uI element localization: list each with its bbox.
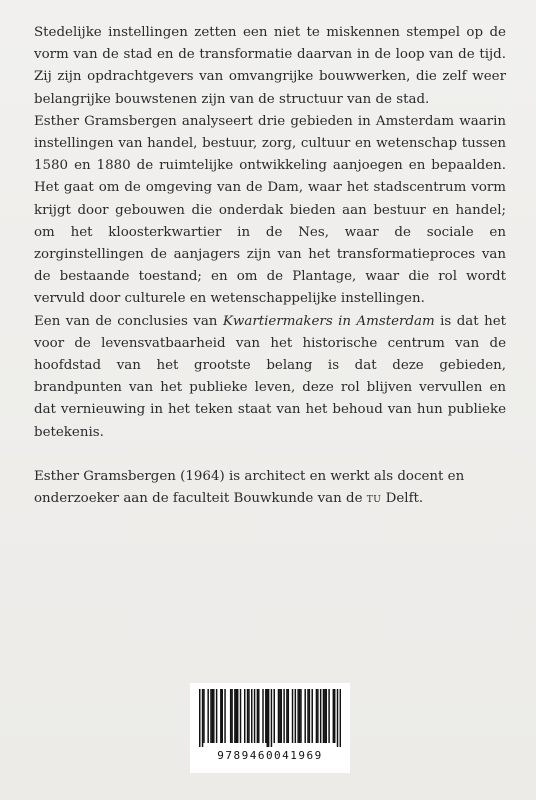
barcode-bar: [317, 689, 318, 743]
barcode-bar: [247, 689, 248, 743]
barcode-bar: [216, 689, 217, 743]
barcode-bar: [307, 689, 308, 743]
barcode-bar: [334, 689, 335, 743]
barcode-bar: [251, 689, 252, 743]
paragraph-intro-text: Stedelijke instellingen zetten een niet te miskennen stempel op de vorm van de stad en de transformatie daarvan in de loop van de tijd. Zij zijn opdrachtgevers van omvangrijke bouwwerken, die zelf weer belangrijke bouwstenen zijn van de structuur van de stad.: [34, 25, 506, 107]
barcode-bar: [248, 689, 249, 743]
barcode-bar: [292, 689, 293, 743]
barcode-bar: [324, 689, 325, 743]
barcode-bar: [271, 689, 272, 747]
barcode-bar: [311, 689, 312, 743]
barcode-bar: [320, 689, 321, 743]
barcode-bar: [213, 689, 214, 743]
barcode-bar: [230, 689, 231, 743]
barcode-bar: [220, 689, 221, 743]
barcode-bar: [300, 689, 301, 743]
paragraph-analysis-text: Esther Gramsbergen analyseert drie gebieden in Amsterdam waarin instellingen van handel, bestuur, zorg, cultuur en wetenschap tussen 1580 en 1880 de ruimtelijke ontwikkeling aanjoegen en bepaalden. Het gaat om de omgeving van de Dam, waar het stadscentrum vorm krijgt door gebouwen die onderdak bieden aan bestuur en handel; om het kloosterkwartier in de Nes, waar de sociale en zorginstellingen de aanjagers zijn van het transformatieproces van de bestaande toestand; en om de Plantage, waar die rol wordt vervuld door culturele en wetenschappelijke instellingen.: [34, 113, 506, 307]
barcode-bar: [237, 689, 238, 743]
barcode-bar: [326, 689, 327, 743]
barcode-bar: [274, 689, 275, 743]
barcode-bar: [299, 689, 300, 743]
barcode-bar: [257, 689, 258, 743]
barcode-bar: [340, 689, 341, 747]
barcode-bar: [254, 689, 255, 743]
barcode-bar: [224, 689, 225, 743]
barcode-bar: [304, 689, 305, 743]
blurb-text: [34, 22, 506, 510]
barcode-bar: [265, 689, 266, 743]
barcode-bar: [236, 689, 237, 743]
barcode: [190, 683, 350, 773]
barcode-bar: [268, 689, 269, 747]
barcode-bar: [244, 689, 245, 743]
barcode-bar: [295, 689, 296, 743]
paragraph-intro: [34, 22, 506, 111]
barcode-bars-icon: [199, 689, 341, 747]
barcode-bar: [288, 689, 289, 743]
author-bio: [34, 466, 506, 510]
conclusion-text-end: is dat het voor de levensvatbaarheid van het historische centrum van de hoofdstad van het grootste belang is dat deze gebieden, brandpunten van het publieke leven, deze rol blijven vervullen en dat vernieuwing in het teken staat van het behoud van hun publieke betekenis.: [34, 313, 507, 440]
barcode-bar: [258, 689, 259, 743]
barcode-bar: [281, 689, 282, 743]
barcode-bar: [199, 689, 200, 747]
barcode-bar: [283, 689, 284, 743]
paragraph-analysis: [34, 111, 506, 311]
barcode-bar: [207, 689, 208, 743]
barcode-bar: [212, 689, 213, 743]
barcode-bar: [262, 689, 263, 743]
university-abbr: tu: [366, 491, 382, 507]
conclusion-text-start: Een van de conclusies van: [34, 313, 223, 329]
barcode-bar: [222, 689, 223, 743]
barcode-bar: [279, 689, 280, 743]
barcode-bar: [234, 689, 235, 743]
book-title-italic: Kwartiermakers in Amsterdam: [222, 313, 435, 329]
barcode-bar: [231, 689, 232, 743]
barcode-bar: [297, 689, 298, 743]
barcode-bar: [286, 689, 287, 743]
barcode-bar: [316, 689, 317, 743]
author-bio-text: Esther Gramsbergen (1964) is architect en werkt als docent en onderzoeker aan de faculteit Bouwkunde van de: [34, 468, 465, 507]
barcode-bar: [240, 689, 241, 743]
barcode-bar: [328, 689, 329, 743]
paragraph-conclusion: [34, 311, 506, 444]
barcode-bar: [337, 689, 338, 747]
barcode-bar: [333, 689, 334, 743]
author-bio-end: Delft.: [381, 491, 424, 507]
barcode-bar: [323, 689, 324, 743]
isbn-number: 9789460041969: [217, 749, 323, 762]
barcode-bar: [202, 689, 203, 747]
barcode-bar: [266, 689, 267, 747]
barcode-bar: [210, 689, 211, 743]
barcode-bar: [309, 689, 310, 743]
barcode-bar: [203, 689, 204, 743]
barcode-bar: [278, 689, 279, 743]
